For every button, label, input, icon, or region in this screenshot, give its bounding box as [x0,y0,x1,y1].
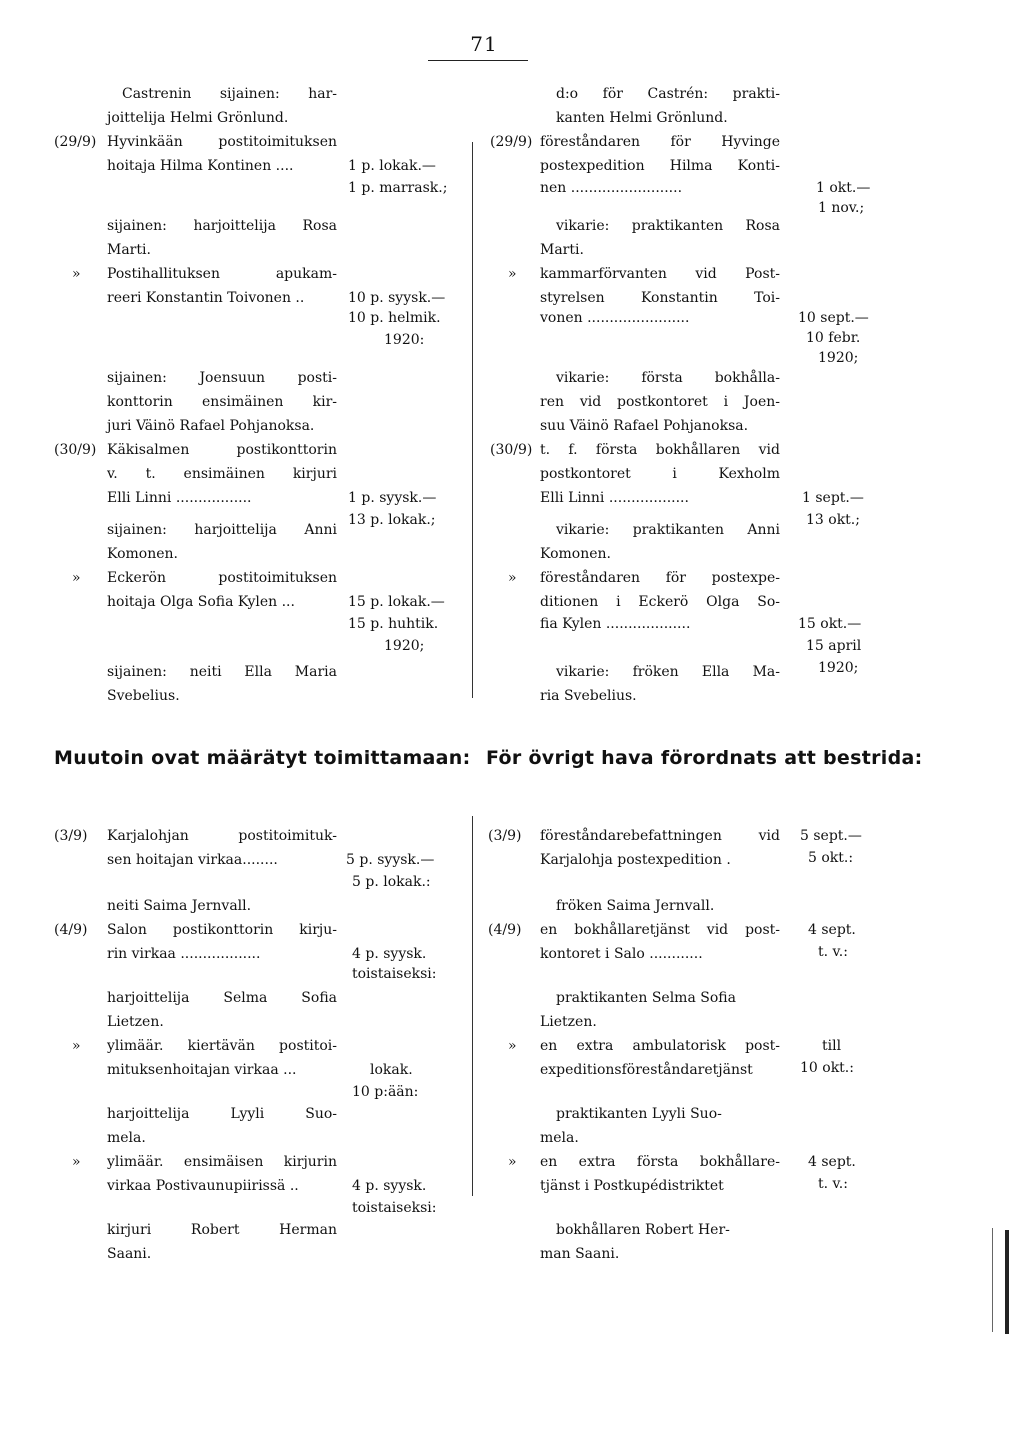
date-text: 1 p. lokak.— [348,158,436,174]
date-text: 1920; [818,350,859,366]
text-line: ren vid postkontoret i Joen- [540,394,780,410]
date-text: toistaiseksi: [352,966,437,982]
date-text: 4 sept. [808,922,856,938]
entry-date-prefix: (3/9) [54,828,88,844]
text-line: vikarie: praktikanten Anni [556,522,780,538]
text-line: suu Väinö Rafael Pohjanoksa. [540,418,749,434]
section-heading-finnish: Muutoin ovat määrätyt toimittamaan: [54,747,471,769]
text-line: bokhållaren Robert Her- [556,1222,730,1238]
text-line: kontoret i Salo ............ [540,946,703,962]
text-line: Marti. [540,242,584,258]
text-line: föreståndaren för postexpe- [540,570,780,586]
page-number-rule [428,60,528,61]
date-text: 15 p. huhtik. [348,616,439,632]
entry-date-prefix: (30/9) [54,442,97,458]
ditto-mark: » [72,570,81,586]
text-line: hoitaja Hilma Kontinen .... [107,158,294,174]
text-line: kammarförvanten vid Post- [540,266,780,282]
text-line: Komonen. [540,546,611,562]
text-line: Salon postikonttorin kirju- [107,922,337,938]
text-line: Elli Linni ................. [107,490,252,506]
date-text: lokak. [370,1062,413,1078]
date-text: 15 april [806,638,862,654]
text-line: rin virkaa .................. [107,946,261,962]
text-line: postexpedition Hilma Konti- [540,158,780,174]
text-line: t. f. första bokhållaren vid [540,442,780,458]
text-line: Käkisalmen postikonttorin [107,442,337,458]
text-line: hoitaja Olga Sofia Kylen ... [107,594,295,610]
date-text: 1 p. syysk.— [348,490,437,506]
text-line: Lietzen. [540,1014,597,1030]
text-line: föreståndarebefattningen vid [540,828,780,844]
ditto-mark: » [72,1038,81,1054]
date-text: 5 okt.: [808,850,854,866]
text-line: harjoittelija Lyyli Suo- [107,1106,337,1122]
text-line: man Saani. [540,1246,620,1262]
text-line: konttorin ensimäinen kir- [107,394,337,410]
text-line: en extra ambulatorisk post- [540,1038,780,1054]
text-line: fröken Saima Jernvall. [556,898,715,914]
ditto-mark: » [508,266,517,282]
text-line: expeditionsföreståndaretjänst [540,1062,753,1078]
date-text: t. v.: [818,1176,848,1192]
date-text: 13 p. lokak.; [348,512,436,528]
text-line: juri Väinö Rafael Pohjanoksa. [107,418,315,434]
date-text: 10 p. syysk.— [348,290,446,306]
date-text: 1 p. marrask.; [348,180,448,196]
date-text: 1920; [384,638,425,654]
text-line: sijainen: harjoittelija Rosa [107,218,337,234]
text-line: ylimäär. kiertävän postitoi- [107,1038,337,1054]
ditto-mark: » [508,570,517,586]
text-line: fia Kylen ................... [540,616,691,632]
text-line: Svebelius. [107,688,180,704]
text-line: kanten Helmi Grönlund. [556,110,728,126]
text-line: vikarie: fröken Ella Ma- [556,664,780,680]
date-text: 10 sept.— [798,310,869,326]
text-line: Eckerön postitoimituksen [107,570,337,586]
date-text: 10 febr. [806,330,861,346]
text-line: nen ......................... [540,180,683,196]
date-text: 5 sept.— [800,828,862,844]
text-line: Karjalohjan postitoimituk- [107,828,337,844]
date-text: 1920: [384,332,425,348]
text-line: ditionen i Eckerö Olga So- [540,594,780,610]
text-line: en extra första bokhållare- [540,1154,780,1170]
date-text: 4 p. syysk. [352,1178,427,1194]
text-line: postkontoret i Kexholm [540,466,780,482]
date-text: toistaiseksi: [352,1200,437,1216]
date-text: 4 sept. [808,1154,856,1170]
text-line: mituksenhoitajan virkaa ... [107,1062,297,1078]
text-line: sen hoitajan virkaa........ [107,852,278,868]
entry-date-prefix: (3/9) [488,828,522,844]
text-line: neiti Saima Jernvall. [107,898,252,914]
text-line: sijainen: Joensuun posti- [107,370,337,386]
date-text: 1920; [818,660,859,676]
text-line: Castrenin sijainen: har- [122,86,337,102]
date-text: 15 p. lokak.— [348,594,445,610]
column-divider [472,816,473,1196]
ditto-mark: » [508,1154,517,1170]
text-line: praktikanten Selma Sofia [556,990,736,1006]
date-text: 1 nov.; [818,200,865,216]
date-text: 15 okt.— [798,616,862,632]
date-text: 10 okt.: [800,1060,854,1076]
date-text: 4 p. syysk. [352,946,427,962]
page-number: 71 [470,32,498,56]
text-line: en bokhållaretjänst vid post- [540,922,780,938]
text-line: Lietzen. [107,1014,164,1030]
text-line: vikarie: praktikanten Rosa [556,218,780,234]
entry-date-prefix: (30/9) [490,442,533,458]
scan-edge-mark [1005,1230,1009,1334]
ditto-mark: » [72,1154,81,1170]
text-line: reeri Konstantin Toivonen .. [107,290,305,306]
date-text: 10 p:ään: [352,1084,419,1100]
text-line: tjänst i Postkupédistriktet [540,1178,724,1194]
text-line: Saani. [107,1246,152,1262]
text-line: kirjuri Robert Herman [107,1222,337,1238]
column-divider [472,142,473,698]
entry-date-prefix: (29/9) [490,134,533,150]
text-line: sijainen: neiti Ella Maria [107,664,337,680]
scan-edge-mark [992,1228,993,1332]
date-text: 5 p. lokak.: [352,874,431,890]
text-line: Hyvinkään postitoimituksen [107,134,337,150]
text-line: mela. [540,1130,579,1146]
text-line: joittelija Helmi Grönlund. [107,110,289,126]
date-text: 1 okt.— [816,180,871,196]
text-line: Marti. [107,242,151,258]
date-text: 10 p. helmik. [348,310,441,326]
entry-date-prefix: (4/9) [488,922,522,938]
date-text: 5 p. syysk.— [346,852,435,868]
date-text: 13 okt.; [806,512,860,528]
text-line: Karjalohja postexpedition . [540,852,731,868]
text-line: harjoittelija Selma Sofia [107,990,337,1006]
entry-date-prefix: (4/9) [54,922,88,938]
text-line: sijainen: harjoittelija Anni [107,522,337,538]
text-line: Komonen. [107,546,178,562]
text-line: mela. [107,1130,146,1146]
date-text: t. v.: [818,944,848,960]
text-line: vonen ....................... [540,310,690,326]
text-line: Elli Linni .................. [540,490,689,506]
section-heading-swedish: För övrigt hava förordnats att bestrida: [486,747,923,769]
text-line: vikarie: första bokhålla- [556,370,780,386]
ditto-mark: » [72,266,81,282]
text-line: ylimäär. ensimäisen kirjurin [107,1154,337,1170]
text-line: styrelsen Konstantin Toi- [540,290,780,306]
entry-date-prefix: (29/9) [54,134,97,150]
text-line: v. t. ensimäinen kirjuri [107,466,337,482]
date-text: till [822,1038,842,1054]
text-line: praktikanten Lyyli Suo- [556,1106,722,1122]
date-text: 1 sept.— [802,490,864,506]
text-line: Postihallituksen apukam- [107,266,337,282]
text-line: föreståndaren för Hyvinge [540,134,780,150]
text-line: virkaa Postivaunupiirissä .. [107,1178,299,1194]
ditto-mark: » [508,1038,517,1054]
text-line: ria Svebelius. [540,688,637,704]
text-line: d:o för Castrén: prakti- [556,86,780,102]
